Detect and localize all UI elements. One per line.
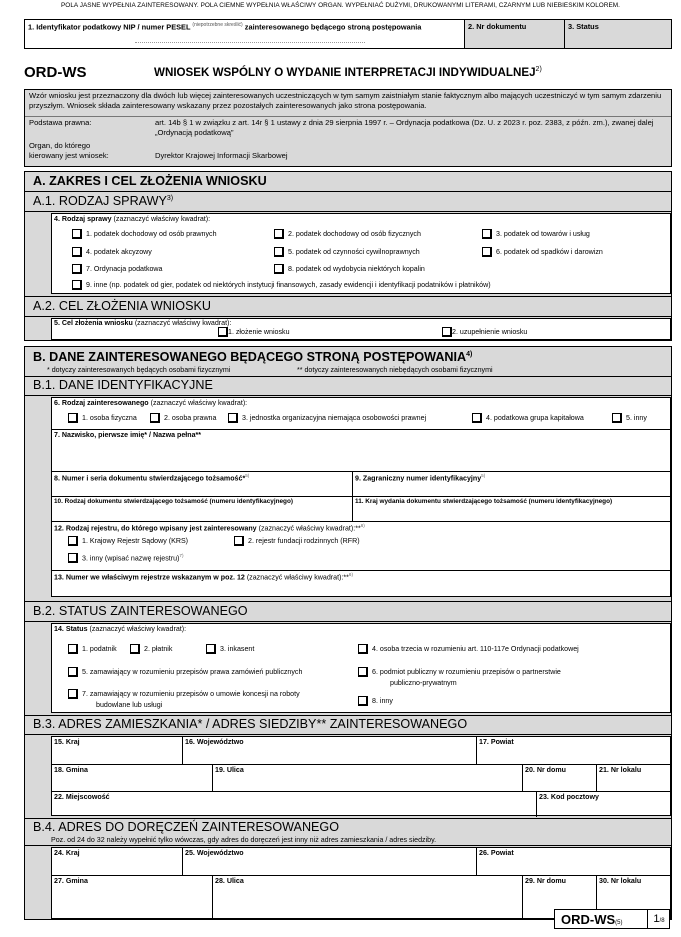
divider (52, 521, 670, 522)
page-number (647, 910, 670, 928)
checkbox[interactable] (274, 229, 284, 239)
b3-top-divider (25, 715, 671, 716)
tax-id-ref: (niepotrzebne skreślić) (192, 22, 243, 28)
divider (212, 764, 213, 791)
option-label: 2. uzupełnienie wniosku (452, 327, 528, 336)
option-label: 3. jednostka organizacyjna niemająca osobowości prawnej (242, 413, 427, 422)
interested-type-option-2[interactable] (150, 413, 216, 423)
b3-title: B.3. ADRES ZAMIESZKANIA* / ADRES SIEDZIBY** ZAINTERESOWANEGO (33, 717, 468, 731)
case-type-label-text: 4. Rodzaj sprawy (54, 215, 112, 223)
district-field[interactable]: 17. Powiat (479, 738, 514, 746)
option-label: 7. zamawiający w rozumieniu przepisów o umowie koncesji na roboty (82, 689, 300, 698)
delivery-district-field[interactable]: 26. Powiat (479, 849, 514, 857)
checkbox[interactable] (482, 247, 492, 257)
form-code: ORD-WS (24, 64, 87, 81)
register-number-label: 13. Numer we właściwym rejestrze wskazanym w poz. 12 (54, 573, 245, 582)
status-label: 3. Status (568, 22, 599, 31)
delivery-apartment-number-field[interactable]: 30. Nr lokalu (599, 877, 642, 885)
checkbox[interactable] (68, 553, 78, 563)
delivery-municipality-field[interactable]: 27. Gmina (54, 877, 88, 885)
a1-title-text: A.1. RODZAJ SPRAWY (33, 194, 167, 208)
option-label: 4. podatkowa grupa kapitałowa (486, 413, 584, 422)
option-label: 1. osoba fizyczna (82, 413, 137, 422)
checkbox[interactable] (68, 667, 78, 677)
status-option-4[interactable] (358, 644, 579, 654)
status-option-3[interactable] (206, 644, 254, 654)
checkbox[interactable] (442, 327, 452, 337)
option-label: 3. podatek od towarów i usług (496, 229, 590, 238)
ref: 5) (245, 473, 250, 478)
option-label: 1. złożenie wniosku (228, 327, 290, 336)
option-label: 7. Ordynacja podatkowa (86, 264, 163, 273)
b3-divider (25, 734, 671, 735)
foreign-id-label: 9. Zagraniczny numer identyfikacyjny (355, 474, 482, 483)
case-type-option-4[interactable] (72, 247, 152, 257)
organ-row (29, 141, 669, 165)
section-a (24, 171, 672, 341)
status-option-2[interactable] (130, 644, 172, 654)
b1-title: B.1. DANE IDENTYFIKACYJNE (33, 378, 213, 392)
divider (596, 764, 597, 791)
purpose-field (51, 318, 671, 340)
b2-divider (25, 621, 671, 622)
divider (182, 848, 183, 875)
a2-title: A.2. CEL ZŁOŻENIA WNIOSKU (33, 299, 211, 313)
case-type-option-7[interactable] (72, 264, 163, 274)
checkbox[interactable] (228, 413, 238, 423)
ref: 6) (360, 523, 365, 528)
divider (52, 429, 670, 430)
apartment-number-field[interactable]: 21. Nr lokalu (599, 766, 642, 774)
b4-top-divider (25, 818, 671, 819)
case-type-option-8[interactable] (274, 264, 425, 274)
page-current: 1 (653, 913, 660, 925)
option-label: 6. podatek od spadków i darowizn (496, 247, 603, 256)
checkbox[interactable] (234, 536, 244, 546)
intro-separator (25, 116, 671, 117)
name-field[interactable]: 7. Nazwisko, pierwsze imię* / Nazwa pełna** (54, 431, 202, 439)
status-hint: (zaznaczyć właściwy kwadrat): (87, 625, 187, 633)
checkbox[interactable] (206, 644, 216, 654)
b4-title: B.4. ADRES DO DORĘCZEŃ ZAINTERESOWANEGO (33, 820, 340, 834)
option-label: 5. inny (626, 413, 647, 422)
footer-form-code (561, 912, 623, 927)
tax-id-field[interactable] (25, 20, 465, 48)
tax-id-label: 1. Identyfikator podatkowy NIP / numer PESEL (28, 22, 191, 32)
checkbox[interactable] (72, 280, 82, 290)
option-label: 1. Krajowy Rejestr Sądowy (KRS) (82, 536, 189, 545)
organ-label-line1: Organ, do którego (29, 141, 91, 150)
option-label: 8. podatek od wydobycia niektórych kopalin (288, 264, 425, 273)
checkbox[interactable] (68, 644, 78, 654)
organ-label (29, 141, 149, 161)
ref: 5) (481, 473, 486, 478)
checkbox[interactable] (274, 264, 284, 274)
interested-type-label (54, 399, 247, 407)
status-option-6-line2: publiczno-prywatnym (390, 679, 457, 687)
divider (52, 471, 670, 472)
legal-basis-value: art. 14b § 1 w związku z art. 14r § 1 ustawy z dnia 29 sierpnia 1997 r. – Ordynacja podatkowa (Dz. U. z 2023 r. poz. 2383, z późn. zm.), zwanej dalej „Ordynacją podatkową” (155, 118, 654, 137)
document-number-label: 2. Nr dokumentu (468, 22, 527, 31)
checkbox[interactable] (68, 536, 78, 546)
page-total: /8 (659, 918, 665, 924)
register-type-label (54, 523, 365, 532)
divider (52, 875, 670, 876)
tax-id-dotted-line (135, 42, 365, 43)
register-number-hint: (zaznaczyć właściwy kwadrat):** (244, 573, 349, 582)
legal-basis-label: Podstawa prawna: (29, 118, 92, 127)
divider (182, 737, 183, 764)
status-field (565, 20, 672, 48)
checkbox[interactable] (130, 644, 140, 654)
purpose-option-2[interactable] (442, 327, 527, 337)
organ-label-line2: kierowany jest wniosek: (29, 151, 109, 160)
divider (52, 496, 670, 497)
case-type-option-5[interactable] (274, 247, 420, 257)
residence-address-fields (51, 736, 671, 816)
id-document-type-field[interactable]: 10. Rodzaj dokumentu stwierdzającego tożsamość (numeru identyfikacyjnego) (54, 498, 293, 505)
street-field[interactable]: 19. Ulica (215, 766, 244, 774)
locality-field[interactable]: 22. Miejscowość (54, 793, 110, 801)
checkbox[interactable] (218, 327, 228, 337)
note-individuals: * dotyczy zainteresowanych będących osobami fizycznymi (47, 366, 231, 374)
case-type-option-1[interactable] (72, 229, 217, 239)
checkbox[interactable] (274, 247, 284, 257)
delivery-street-field[interactable]: 28. Ulica (215, 877, 244, 885)
case-type-option-9[interactable] (72, 280, 491, 290)
postal-code-field[interactable]: 23. Kod pocztowy (539, 793, 599, 801)
section-b (24, 346, 672, 920)
register-type-label-text: 12. Rodzaj rejestru, do którego wpisany jest zainteresowany (54, 524, 257, 533)
checkbox[interactable] (72, 229, 82, 239)
register-option-2[interactable] (234, 536, 360, 546)
divider (52, 570, 670, 571)
ref: 7) (179, 553, 184, 558)
page-footer (554, 909, 670, 929)
divider (52, 791, 670, 792)
case-type-label (54, 215, 210, 223)
interested-type-option-4[interactable] (472, 413, 584, 423)
option-label: 6. podmiot publiczny w rozumieniu przepisów o partnerstwie (372, 667, 561, 676)
id-document-country-field[interactable]: 11. Kraj wydania dokumentu stwierdzającego tożsamość (numeru identyfikacyjnego) (355, 498, 613, 505)
b1-divider (25, 395, 671, 396)
option-label: 8. inny (372, 696, 393, 705)
divider (476, 737, 477, 764)
option-label: 2. rejestr fundacji rodzinnych (RFR) (248, 536, 360, 545)
option-label: 5. podatek od czynności cywilnoprawnych (288, 247, 420, 256)
delivery-province-field[interactable]: 25. Województwo (185, 849, 244, 857)
status-option-6[interactable] (358, 667, 561, 677)
case-type-option-6[interactable] (482, 247, 603, 257)
b4-divider (25, 845, 671, 846)
id-document-number-field[interactable] (54, 473, 249, 482)
instruction-note: POLA JASNE WYPEŁNIA ZAINTERESOWANY. POLA CIEMNE WYPEŁNIA WŁAŚCIWY ORGAN. WYPEŁNIAĆ DUŻYMI, DRUKOWANYMI LITERAMI, CZARNYM LUB NIEBIESKIM KOLOREM. (60, 2, 621, 9)
checkbox[interactable] (68, 689, 78, 699)
divider (536, 791, 537, 817)
header-fields (24, 19, 672, 49)
section-a-divider (25, 191, 671, 192)
option-label: 5. zamawiający w rozumieniu przepisów prawa zamówień publicznych (82, 667, 303, 676)
foreign-id-field[interactable] (355, 473, 485, 482)
option-label: 2. płatnik (144, 644, 173, 653)
identification-fields (51, 397, 671, 597)
note-entities: ** dotyczy zainteresowanych niebędących osobami fizycznymi (297, 366, 493, 374)
status-option-1[interactable] (68, 644, 117, 654)
status-option-5[interactable] (68, 667, 302, 677)
option-label: 1. podatek dochodowy od osób prawnych (86, 229, 217, 238)
checkbox[interactable] (612, 413, 622, 423)
section-b-ref: 4) (466, 350, 473, 358)
municipality-field[interactable]: 18. Gmina (54, 766, 88, 774)
purpose-option-1[interactable] (218, 327, 290, 337)
checkbox[interactable] (150, 413, 160, 423)
interested-type-hint: (zaznaczyć właściwy kwadrat): (148, 399, 248, 407)
case-type-field (51, 213, 671, 294)
delivery-country-field[interactable]: 24. Kraj (54, 849, 80, 857)
form-title-text: WNIOSEK WSPÓLNY O WYDANIE INTERPRETACJI INDYWIDUALNEJ (154, 66, 536, 79)
status-label (54, 625, 186, 633)
status-option-7[interactable] (68, 689, 300, 699)
option-label: 2. podatek dochodowy od osób fizycznych (288, 229, 421, 238)
interested-type-label-text: 6. Rodzaj zainteresowanego (54, 399, 149, 407)
checkbox[interactable] (68, 413, 78, 423)
checkbox[interactable] (72, 247, 82, 257)
a2-top-divider (25, 296, 671, 297)
b4-note: Poz. od 24 do 32 należy wypełnić tylko wówczas, gdy adres do doręczeń jest inny niż adres zamieszkania / adres siedziby. (51, 836, 437, 844)
form-title-ref: 2) (535, 66, 542, 74)
b2-top-divider (25, 601, 671, 602)
case-type-hint: (zaznaczyć właściwy kwadrat): (111, 215, 211, 223)
checkbox[interactable] (482, 229, 492, 239)
checkbox[interactable] (358, 696, 368, 706)
organ-value: Dyrektor Krajowej Informacji Skarbowej (155, 151, 288, 160)
interested-type-option-1[interactable] (68, 413, 137, 423)
b2-title: B.2. STATUS ZAINTERESOWANEGO (33, 604, 248, 618)
divider (522, 764, 523, 791)
form-title (154, 66, 542, 79)
tax-id-suffix: zainteresowanego będącego stroną postępowania (244, 22, 422, 32)
ref: 6) (348, 572, 354, 577)
divider (522, 875, 523, 919)
a1-divider (25, 211, 671, 212)
section-a-title: A. ZAKRES I CEL ZŁOŻENIA WNIOSKU (33, 174, 267, 188)
footer-code-text: ORD-WS (561, 912, 616, 927)
option-label: 3. inny (wpisać nazwę rejestru) (82, 554, 180, 563)
status-label-text: 14. Status (54, 625, 88, 633)
register-option-3[interactable] (68, 553, 183, 563)
status-option-7-line2: budowlane lub usługi (96, 701, 163, 709)
option-label: 4. podatek akcyzowy (86, 247, 152, 256)
option-label: 4. osoba trzecia w rozumieniu art. 110-117e Ordynacji podatkowej (372, 644, 579, 653)
legal-basis-row (29, 118, 669, 142)
option-label: 2. osoba prawna (164, 413, 217, 422)
checkbox[interactable] (72, 264, 82, 274)
interested-type-option-5[interactable] (612, 413, 647, 423)
checkbox[interactable] (358, 667, 368, 677)
delivery-house-number-field[interactable]: 29. Nr domu (525, 877, 566, 885)
status-option-8[interactable] (358, 696, 393, 706)
case-type-option-2[interactable] (274, 229, 421, 239)
option-label: 1. podatnik (82, 644, 117, 653)
document-number-field (465, 20, 565, 48)
id-document-number-label: 8. Numer i seria dokumentu stwierdzającego tożsamość* (54, 474, 246, 483)
checkbox[interactable] (358, 644, 368, 654)
section-b-title (33, 350, 472, 364)
divider (52, 764, 670, 765)
intro-text: Wzór wniosku jest przeznaczony dla dwóch lub więcej zainteresowanych uczestniczących w tym samym zaistniałym stanie faktycznym albo mających uczestniczyć w tym samym zdarzeniu przyszłym. Wniosek składa zainteresowany wskazany przez pozostałych zainteresowanych jako strona postępowania. (29, 91, 662, 110)
a2-divider (25, 316, 671, 317)
country-field[interactable]: 15. Kraj (54, 738, 80, 746)
divider (476, 848, 477, 875)
register-number-field[interactable] (54, 572, 353, 581)
purpose-hint: (zaznaczyć właściwy kwadrat): (132, 319, 232, 327)
a1-title (33, 194, 173, 208)
register-type-hint: (zaznaczyć właściwy kwadrat):** (256, 524, 361, 533)
option-label: 9. inne (np. podatek od gier, podatek od niektórych instytucji finansowych, zasady ewidencji i identyfikacji podatników i płatników) (86, 280, 491, 289)
register-option-1[interactable] (68, 536, 188, 546)
interested-type-option-3[interactable] (228, 413, 426, 423)
a1-ref: 3) (166, 194, 174, 202)
house-number-field[interactable]: 20. Nr domu (525, 766, 566, 774)
divider (212, 875, 213, 919)
footer-version: (5) (615, 920, 623, 926)
status-options (51, 623, 671, 713)
purpose-label-text: 5. Cel złożenia wniosku (54, 319, 133, 327)
province-field[interactable]: 16. Województwo (185, 738, 244, 746)
section-b-title-text: B. DANE ZAINTERESOWANEGO BĘDĄCEGO STRONĄ POSTĘPOWANIA (33, 350, 467, 364)
option-label: 3. inkasent (220, 644, 255, 653)
intro-block (24, 89, 672, 167)
case-type-option-3[interactable] (482, 229, 590, 239)
section-b-divider (25, 376, 671, 377)
purpose-label (54, 319, 231, 327)
checkbox[interactable] (472, 413, 482, 423)
